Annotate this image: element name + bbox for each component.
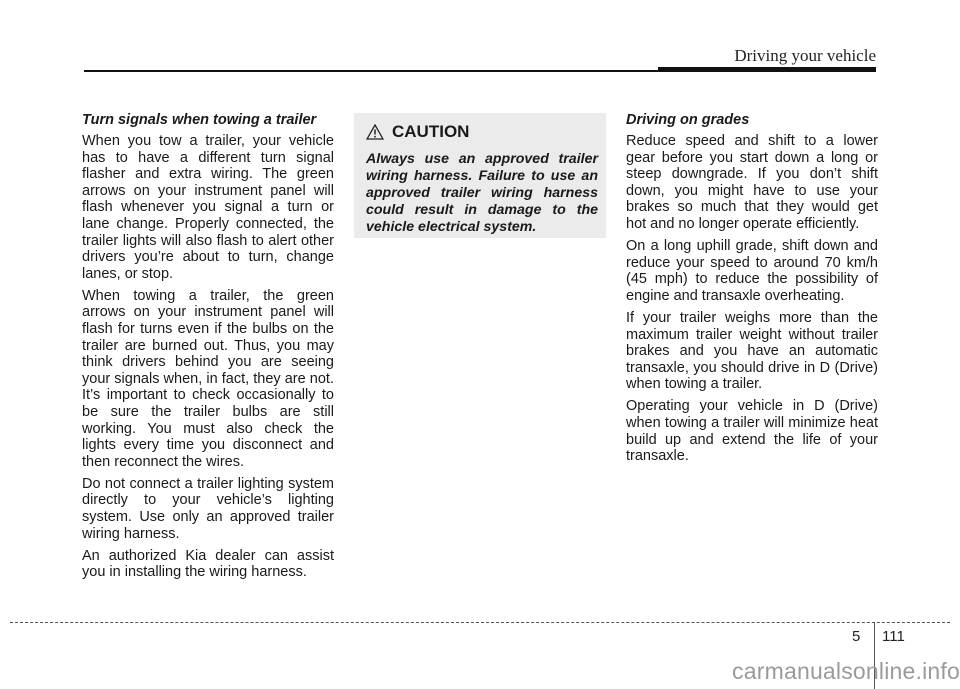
footer-rule	[10, 622, 950, 623]
header-rule-accent	[658, 67, 876, 72]
caution-text: Always use an approved trailer wiring harness. Failure to use an approved trailer wiring harness could result in damage to the vehicle electrical system.	[366, 151, 598, 235]
right-column	[626, 112, 878, 470]
turn-signals-paragraph-3: Do not connect a trailer lighting system directly to your vehicle’s lighting system. Use only an approved trailer wiring harness.	[82, 475, 334, 542]
chapter-number: 5	[852, 628, 861, 645]
turn-signals-paragraph-4: An authorized Kia dealer can assist you in installing the wiring harness.	[82, 547, 334, 581]
grades-paragraph-2: On a long uphill grade, shift down and reduce your speed to around 70 km/h (45 mph) to reduce the possibility of engine and transaxle overheating.	[626, 238, 878, 304]
left-column	[82, 112, 334, 586]
turn-signals-paragraph-1: When you tow a trailer, your vehicle has to have a different turn signal flasher and extra wiring. The green arrows on your instrument panel will flash whenever you signal a turn or lane change. Properly connected, the trailer lights will also flash to alert other drivers you’re about to turn, change lanes, or stop.	[82, 133, 334, 282]
caution-title: CAUTION	[392, 122, 470, 141]
caution-box	[354, 113, 606, 238]
grades-paragraph-4: Operating your vehicle in D (Drive) when towing a trailer will minimize heat build up and extend the life of your transaxle.	[626, 398, 878, 465]
grades-paragraph-3: If your trailer weighs more than the maximum trailer weight without trailer brakes and you have an automatic transaxle, you should drive in D (Drive) when towing a trailer.	[626, 309, 878, 393]
warning-triangle-icon	[366, 124, 384, 140]
grades-heading: Driving on grades	[626, 112, 750, 128]
turn-signals-paragraph-2: When towing a trailer, the green arrows on your instrument panel will flash for turns even if the bulbs on the trailer are burned out. Thus, you may think drivers behind you are seeing your signals when, in fact, they are not. It’s important to check occasionally to be sure the trailer bulbs are still working. You must also check the lights every time you disconnect and then reconnect the wires.	[82, 287, 334, 470]
turn-signals-heading: Turn signals when towing a trailer	[82, 112, 317, 128]
caution-header	[366, 119, 598, 145]
page-number: 111	[882, 628, 905, 645]
grades-paragraph-1: Reduce speed and shift to a lower gear before you start down a long or steep downgrade. If you don’t shift down, you might have to use your brakes so much that they would get hot and no longer operate efficiently.	[626, 133, 878, 232]
section-title: Driving your vehicle	[734, 46, 876, 65]
watermark: carmanualsonline.info	[732, 658, 960, 684]
header-rule	[84, 70, 664, 72]
